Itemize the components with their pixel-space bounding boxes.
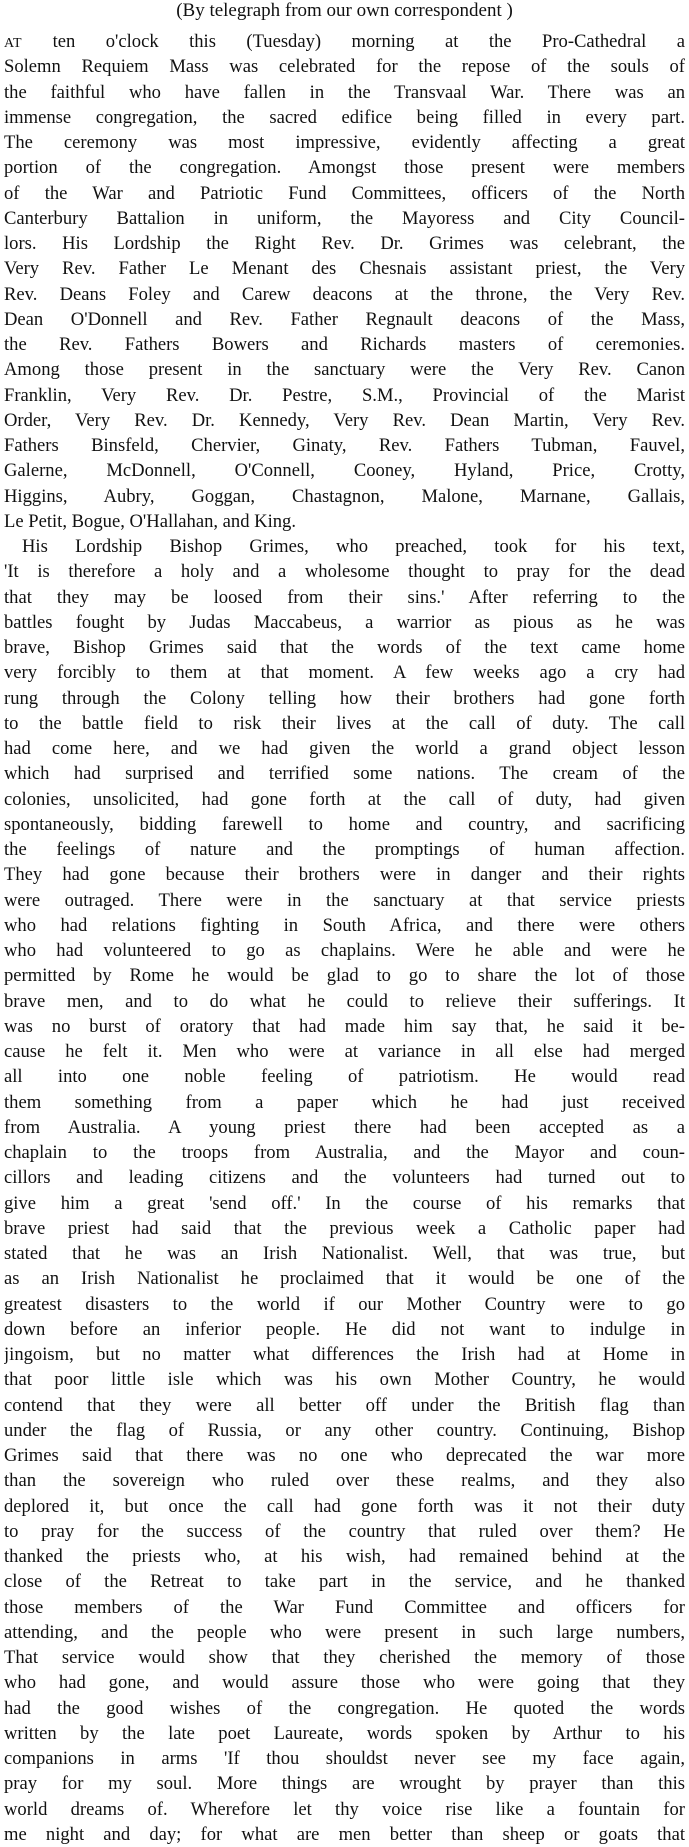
text-line xyxy=(4,1670,685,1695)
text-line xyxy=(4,635,685,660)
text-line xyxy=(4,837,685,862)
line-text: all into one noble feeling of patriotism. He would read xyxy=(4,1066,685,1088)
line-text: them something from a paper which he had just received xyxy=(4,1091,685,1113)
line-text: to the battle field to risk their lives at the call of duty. The call xyxy=(4,712,685,734)
text-line xyxy=(4,1342,685,1367)
text-line xyxy=(4,711,685,736)
line-text: Galerne, McDonnell, O'Connell, Cooney, Hyland, Price, Crotty, xyxy=(4,460,685,482)
text-line xyxy=(4,787,685,812)
text-line xyxy=(4,80,685,105)
line-text: very forcibly to them at that moment. A few weeks ago a cry had xyxy=(4,662,685,684)
text-line xyxy=(4,1468,685,1493)
text-line xyxy=(4,1115,685,1140)
text-line xyxy=(4,1367,685,1392)
text-line xyxy=(4,1292,685,1317)
text-line xyxy=(4,559,685,584)
line-text: that poor little isle which was his own Mother Country, he would xyxy=(4,1369,685,1391)
text-line xyxy=(4,610,685,635)
line-text: ten o'clock this (Tuesday) morning at the Pro-Cathedral a xyxy=(22,31,685,52)
line-text: cause he felt it. Men who were at variance in all else had merged xyxy=(4,1041,685,1062)
text-line xyxy=(4,206,685,231)
text-line xyxy=(4,1822,685,1847)
text-line xyxy=(4,686,685,711)
line-text: His Lordship Bishop Grimes, who preached, took for his text, xyxy=(22,536,685,557)
line-text: colonies, unsolicited, had gone forth at the call of duty, had given xyxy=(4,788,685,810)
paragraph xyxy=(4,534,685,1847)
dateline: (By telegraph from our own correspondent ) xyxy=(176,0,513,21)
text-line xyxy=(4,1494,685,1519)
text-line xyxy=(4,736,685,761)
text-line xyxy=(4,1746,685,1771)
text-line xyxy=(4,1241,685,1266)
text-line xyxy=(4,812,685,837)
article-column xyxy=(4,0,685,1847)
text-line xyxy=(4,1620,685,1645)
text-line xyxy=(4,1544,685,1569)
text-line xyxy=(4,29,685,54)
text-line xyxy=(4,1014,685,1039)
line-text: of the War and Patriotic Fund Committees, officers of the North xyxy=(4,182,685,204)
line-text: lors. His Lordship the Right Rev. Dr. Grimes was celebrant, the xyxy=(4,233,685,254)
line-text: Dean O'Donnell and Rev. Father Regnault deacons of the Mass, xyxy=(4,308,685,330)
line-text: Solemn Requiem Mass was celebrated for the repose of the souls of xyxy=(4,56,685,78)
text-line xyxy=(4,105,685,130)
line-text: greatest disasters to the world if our Mother Country were to go xyxy=(4,1293,685,1315)
text-line xyxy=(4,1191,685,1216)
line-text: the faithful who have fallen in the Transvaal War. There was an xyxy=(4,81,685,103)
line-text: That service would show that they cherished the memory of those xyxy=(4,1647,685,1668)
line-text: the Rev. Fathers Bowers and Richards masters of ceremonies. xyxy=(4,334,685,355)
line-text: world dreams of. Wherefore let thy voice rise like a fountain for xyxy=(4,1798,685,1820)
text-line xyxy=(4,383,685,408)
text-line xyxy=(4,585,685,610)
line-text: Le Petit, Bogue, O'Hallahan, and King. xyxy=(4,510,297,532)
line-text: had the good wishes of the congregation. He quoted the words xyxy=(4,1697,685,1719)
text-line xyxy=(4,1771,685,1796)
text-line xyxy=(4,761,685,786)
text-line xyxy=(4,484,685,509)
text-line xyxy=(4,433,685,458)
article-body xyxy=(4,29,685,1847)
text-line xyxy=(4,256,685,281)
text-line xyxy=(4,1317,685,1342)
line-text: who had gone, and would assure those who were going that they xyxy=(4,1672,685,1694)
text-line xyxy=(4,54,685,79)
line-text: who had volunteered to go as chaplains. Were he able and were he xyxy=(4,940,685,961)
text-line xyxy=(4,231,685,256)
text-line xyxy=(4,963,685,988)
line-text: pray for my soul. More things are wrought by prayer than this xyxy=(4,1773,685,1795)
line-text: down before an inferior people. He did not want to indulge in xyxy=(4,1318,685,1340)
line-text: permitted by Rome he would be glad to go to share the lot of those xyxy=(4,965,685,987)
text-line xyxy=(4,1645,685,1670)
line-text: 'It is therefore a holy and a wholesome thought to pray for the dead xyxy=(4,561,685,583)
line-text: portion of the congregation. Amongst those present were members xyxy=(4,157,685,179)
text-line xyxy=(4,1519,685,1544)
text-line xyxy=(4,913,685,938)
text-line xyxy=(4,1090,685,1115)
line-text: thanked the priests who, at his wish, had remained behind at the xyxy=(4,1546,685,1567)
line-text: companions in arms 'If thou shouldst never see my face again, xyxy=(4,1748,685,1769)
text-line xyxy=(4,408,685,433)
text-line xyxy=(4,1064,685,1089)
text-line xyxy=(4,181,685,206)
line-text: that they may be loosed from their sins.' After referring to the xyxy=(4,586,685,608)
text-line xyxy=(4,1140,685,1165)
text-line xyxy=(4,534,685,559)
line-text: Higgins, Aubry, Goggan, Chastagnon, Malone, Marnane, Gallais, xyxy=(4,485,685,507)
text-line xyxy=(4,130,685,155)
line-text: brave men, and to do what he could to relieve their sufferings. It xyxy=(4,990,685,1012)
text-line xyxy=(4,1696,685,1721)
paragraph xyxy=(4,29,685,534)
line-text: deplored it, but once the call had gone forth was it not their duty xyxy=(4,1495,685,1517)
line-text: Fathers Binsfeld, Chervier, Ginaty, Rev. Fathers Tubman, Fauvel, xyxy=(4,435,685,456)
text-line xyxy=(4,862,685,887)
text-line xyxy=(4,1797,685,1822)
line-text: contend that they were all better off under the British flag than xyxy=(4,1394,685,1416)
line-text: Grimes said that there was no one who deprecated the war more xyxy=(4,1445,685,1466)
line-text: jingoism, but no matter what differences the Irish had at Home in xyxy=(4,1344,685,1365)
line-text: spontaneously, bidding farewell to home and country, and sacrificing xyxy=(4,813,685,835)
line-text: under the flag of Russia, or any other country. Continuing, Bishop xyxy=(4,1419,685,1441)
line-text: cillors and leading citizens and the volunteers had turned out to xyxy=(4,1167,685,1189)
line-text: chaplain to the troops from Australia, and the Mayor and coun- xyxy=(4,1142,685,1163)
line-text: who had relations fighting in South Africa, and there were others xyxy=(4,914,685,936)
line-text: The ceremony was most impressive, evidently affecting a great xyxy=(4,132,685,153)
text-line xyxy=(4,332,685,357)
line-text: Canterbury Battalion in uniform, the Mayoress and City Council- xyxy=(4,207,685,229)
text-line xyxy=(4,509,685,534)
line-text: Franklin, Very Rev. Dr. Pestre, S.M., Provincial of the Marist xyxy=(4,384,685,406)
line-text: the feelings of nature and the promptings of human affection. xyxy=(4,839,685,860)
text-line xyxy=(4,1266,685,1291)
line-text: give him a great 'send off.' In the course of his remarks that xyxy=(4,1192,685,1214)
text-line xyxy=(4,458,685,483)
line-text: They had gone because their brothers were in danger and their rights xyxy=(4,864,685,886)
line-text: than the sovereign who ruled over these realms, and they also xyxy=(4,1470,685,1492)
line-text: brave priest had said that the previous week a Catholic paper had xyxy=(4,1217,685,1239)
text-line xyxy=(4,1165,685,1190)
line-text: brave, Bishop Grimes said that the words of the text came home xyxy=(4,637,685,658)
text-line xyxy=(4,989,685,1014)
text-line xyxy=(4,660,685,685)
text-line xyxy=(4,357,685,382)
text-line xyxy=(4,888,685,913)
text-line xyxy=(4,307,685,332)
line-text: those members of the War Fund Committee and officers for xyxy=(4,1596,685,1618)
line-text: Rev. Deans Foley and Carew deacons at the throne, the Very Rev. xyxy=(4,283,685,305)
text-line xyxy=(4,1393,685,1418)
line-text: Order, Very Rev. Dr. Kennedy, Very Rev. Dean Martin, Very Rev. xyxy=(4,409,685,431)
lead-word: AT xyxy=(4,36,23,51)
text-line xyxy=(4,155,685,180)
line-text: which had surprised and terrified some nations. The cream of the xyxy=(4,763,685,785)
line-text: stated that he was an Irish Nationalist. Well, that was true, but xyxy=(4,1243,685,1264)
text-line xyxy=(4,1216,685,1241)
text-line xyxy=(4,1595,685,1620)
line-text: attending, and the people who were present in such large numbers, xyxy=(4,1621,685,1643)
line-text: close of the Retreat to take part in the service, and he thanked xyxy=(4,1571,685,1593)
line-text: had come here, and we had given the world a grand object lesson xyxy=(4,738,685,759)
line-text: to pray for the success of the country that ruled over them? He xyxy=(4,1520,685,1542)
line-text: Very Rev. Father Le Menant des Chesnais assistant priest, the Very xyxy=(4,258,685,280)
line-text: from Australia. A young priest there had been accepted as a xyxy=(4,1116,685,1138)
line-text: was no burst of oratory that had made him say that, he said it be- xyxy=(4,1015,685,1037)
text-line xyxy=(4,1418,685,1443)
text-line xyxy=(4,1721,685,1746)
line-text: rung through the Colony telling how their brothers had gone forth xyxy=(4,687,685,709)
text-line xyxy=(4,282,685,307)
line-text: immense congregation, the sacred edifice being filled in every part. xyxy=(4,106,685,128)
line-text: written by the late poet Laureate, words spoken by Arthur to his xyxy=(4,1722,685,1744)
line-text: were outraged. There were in the sanctuary at that service priests xyxy=(4,889,685,911)
text-line xyxy=(4,938,685,963)
line-text: battles fought by Judas Maccabeus, a warrior as pious as he was xyxy=(4,611,685,633)
text-line xyxy=(4,1039,685,1064)
line-text: me night and day; for what are men better than sheep or goats that xyxy=(4,1823,685,1845)
line-text: Among those present in the sanctuary were the Very Rev. Canon xyxy=(4,359,685,381)
line-text: as an Irish Nationalist he proclaimed that it would be one of the xyxy=(4,1268,685,1290)
text-line xyxy=(4,1569,685,1594)
text-line xyxy=(4,1443,685,1468)
